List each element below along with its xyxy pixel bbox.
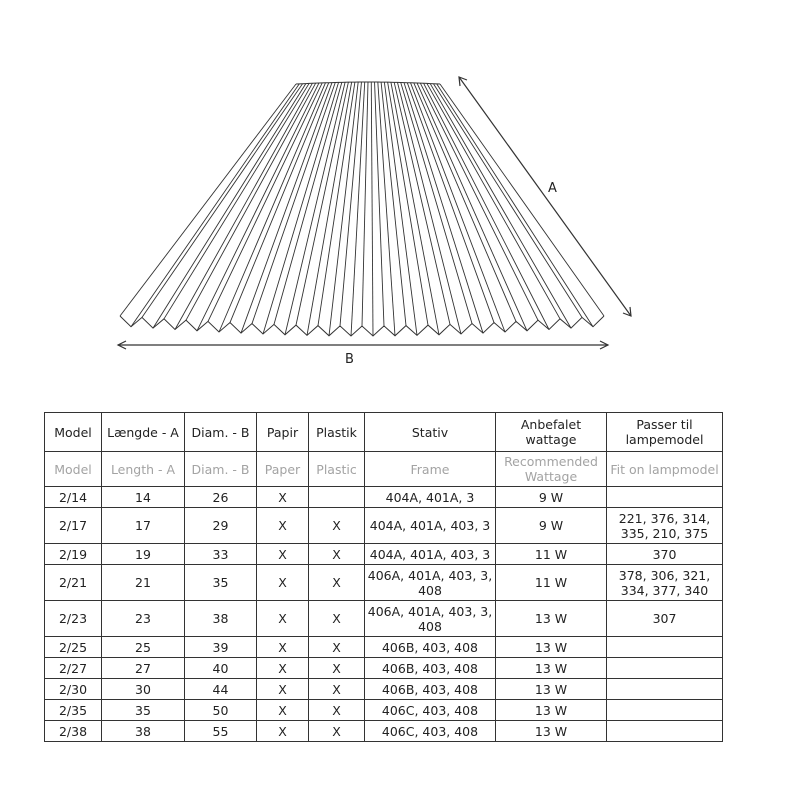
- dimension-a: [459, 77, 631, 316]
- cell-length-a: Length - A: [102, 452, 185, 487]
- cell-diam-b: Diam. - B: [185, 413, 257, 452]
- table-row: [45, 508, 723, 544]
- cell-length-a: 35: [102, 700, 185, 721]
- cell-paper: X: [257, 544, 309, 565]
- cell-fit-lampmodel: Passer til lampemodel: [607, 413, 723, 452]
- cell-frame: 406A, 401A, 403, 3, 408: [365, 565, 496, 601]
- pleat-fold: [437, 84, 593, 327]
- cell-diam-b: 39: [185, 637, 257, 658]
- pleat-fold: [329, 82, 358, 336]
- cell-model: 2/38: [45, 721, 102, 742]
- cell-paper: X: [257, 601, 309, 637]
- cell-model: 2/19: [45, 544, 102, 565]
- cell-fit-lampmodel: 378, 306, 321, 334, 377, 340: [607, 565, 723, 601]
- table-row: [45, 601, 723, 637]
- cell-model: 2/27: [45, 658, 102, 679]
- cell-wattage: Recommended Wattage: [496, 452, 607, 487]
- cell-diam-b: 50: [185, 700, 257, 721]
- cell-paper: X: [257, 658, 309, 679]
- pleat-fold: [371, 82, 373, 336]
- pleat-fold: [411, 83, 505, 332]
- cell-diam-b: 29: [185, 508, 257, 544]
- cell-length-a: Længde - A: [102, 413, 185, 452]
- pleat-fold: [420, 83, 538, 320]
- cell-wattage: 11 W: [496, 544, 607, 565]
- cell-diam-b: 35: [185, 565, 257, 601]
- pleat-fold: [401, 82, 472, 323]
- cell-wattage: 9 W: [496, 487, 607, 508]
- header-row-danish: [45, 413, 723, 452]
- pleat-fold: [296, 82, 348, 325]
- cell-wattage: 13 W: [496, 601, 607, 637]
- cell-length-a: 27: [102, 658, 185, 679]
- cell-wattage: 13 W: [496, 658, 607, 679]
- cell-plastic: X: [309, 658, 365, 679]
- cell-wattage: 13 W: [496, 700, 607, 721]
- cell-plastic: X: [309, 565, 365, 601]
- header-row-english: [45, 452, 723, 487]
- cell-fit-lampmodel: 307: [607, 601, 723, 637]
- cell-length-a: 23: [102, 601, 185, 637]
- pleat-fold: [219, 83, 325, 332]
- cell-length-a: 25: [102, 637, 185, 658]
- pleat-fold: [164, 83, 309, 318]
- cell-model: 2/17: [45, 508, 102, 544]
- cell-plastic: X: [309, 601, 365, 637]
- cell-frame: 406B, 403, 408: [365, 679, 496, 700]
- cell-length-a: 38: [102, 721, 185, 742]
- cell-paper: X: [257, 637, 309, 658]
- table-row: [45, 487, 723, 508]
- pleated-lampshade: [120, 82, 604, 336]
- cell-plastic: X: [309, 637, 365, 658]
- cell-model: 2/23: [45, 601, 102, 637]
- cell-diam-b: Diam. - B: [185, 452, 257, 487]
- cell-plastic: [309, 487, 365, 508]
- cell-paper: Papir: [257, 413, 309, 452]
- table-row: [45, 637, 723, 658]
- dimension-b: [118, 341, 608, 367]
- cell-wattage: 13 W: [496, 637, 607, 658]
- cell-paper: X: [257, 679, 309, 700]
- dimension-b-label: B: [345, 352, 354, 367]
- cell-fit-lampmodel: [607, 700, 723, 721]
- pleat-fold: [427, 83, 560, 318]
- pleat-fold: [131, 84, 299, 327]
- cell-frame: 406A, 401A, 403, 3, 408: [365, 601, 496, 637]
- dimension-a-line: [459, 77, 631, 316]
- cell-length-a: 21: [102, 565, 185, 601]
- cell-model: 2/35: [45, 700, 102, 721]
- pleat-fold: [391, 82, 439, 335]
- cell-model: Model: [45, 413, 102, 452]
- cell-frame: 406B, 403, 408: [365, 637, 496, 658]
- cell-model: 2/25: [45, 637, 102, 658]
- dimension-a-label: A: [548, 181, 557, 196]
- pleat-fold: [430, 84, 571, 329]
- pleat-fold: [120, 84, 296, 316]
- cell-frame: 404A, 401A, 403, 3: [365, 508, 496, 544]
- pleat-fold: [197, 83, 319, 331]
- cell-plastic: X: [309, 721, 365, 742]
- cell-frame: 404A, 401A, 403, 3: [365, 544, 496, 565]
- cell-model: Model: [45, 452, 102, 487]
- cell-plastic: Plastik: [309, 413, 365, 452]
- cell-plastic: X: [309, 679, 365, 700]
- cell-wattage: 11 W: [496, 565, 607, 601]
- pleat-fold: [417, 83, 527, 331]
- cell-length-a: 14: [102, 487, 185, 508]
- pleat-fold: [375, 82, 384, 326]
- cell-model: 2/14: [45, 487, 102, 508]
- cell-diam-b: 26: [185, 487, 257, 508]
- table-row: [45, 700, 723, 721]
- cell-length-a: 19: [102, 544, 185, 565]
- cell-paper: X: [257, 565, 309, 601]
- cell-plastic: X: [309, 544, 365, 565]
- cell-wattage: 13 W: [496, 721, 607, 742]
- pleat-fold: [175, 83, 312, 329]
- pleat-fold: [378, 82, 395, 336]
- cell-paper: Paper: [257, 452, 309, 487]
- cell-diam-b: 55: [185, 721, 257, 742]
- cell-frame: 406B, 403, 408: [365, 658, 496, 679]
- cell-fit-lampmodel: Fit on lampmodel: [607, 452, 723, 487]
- cell-fit-lampmodel: [607, 487, 723, 508]
- cell-plastic: X: [309, 700, 365, 721]
- pleat-fold: [230, 83, 329, 323]
- cell-diam-b: 38: [185, 601, 257, 637]
- cell-paper: X: [257, 508, 309, 544]
- table-row: [45, 544, 723, 565]
- cell-diam-b: 33: [185, 544, 257, 565]
- cell-wattage: 9 W: [496, 508, 607, 544]
- cell-diam-b: 40: [185, 658, 257, 679]
- cell-fit-lampmodel: [607, 721, 723, 742]
- cell-frame: Frame: [365, 452, 496, 487]
- table-row: [45, 565, 723, 601]
- cell-model: 2/30: [45, 679, 102, 700]
- spec-table: [44, 412, 723, 742]
- cell-paper: X: [257, 721, 309, 742]
- cell-model: 2/21: [45, 565, 102, 601]
- pleat-fold: [433, 84, 582, 318]
- cell-fit-lampmodel: 221, 376, 314, 335, 210, 375: [607, 508, 723, 544]
- table-row: [45, 679, 723, 700]
- cell-length-a: 30: [102, 679, 185, 700]
- cell-frame: Stativ: [365, 413, 496, 452]
- cell-wattage: 13 W: [496, 679, 607, 700]
- cell-paper: X: [257, 700, 309, 721]
- pleat-fold: [186, 83, 316, 320]
- cell-fit-lampmodel: [607, 658, 723, 679]
- cell-fit-lampmodel: [607, 637, 723, 658]
- cell-plastic: X: [309, 508, 365, 544]
- cell-fit-lampmodel: [607, 679, 723, 700]
- cell-fit-lampmodel: 370: [607, 544, 723, 565]
- cell-frame: 404A, 401A, 3: [365, 487, 496, 508]
- cell-plastic: Plastic: [309, 452, 365, 487]
- table-row: [45, 658, 723, 679]
- cell-diam-b: 44: [185, 679, 257, 700]
- cell-frame: 406C, 403, 408: [365, 700, 496, 721]
- cell-wattage: Anbefalet wattage: [496, 413, 607, 452]
- cell-length-a: 17: [102, 508, 185, 544]
- pleat-fold: [440, 84, 604, 316]
- cell-frame: 406C, 403, 408: [365, 721, 496, 742]
- table-row: [45, 721, 723, 742]
- cell-paper: X: [257, 487, 309, 508]
